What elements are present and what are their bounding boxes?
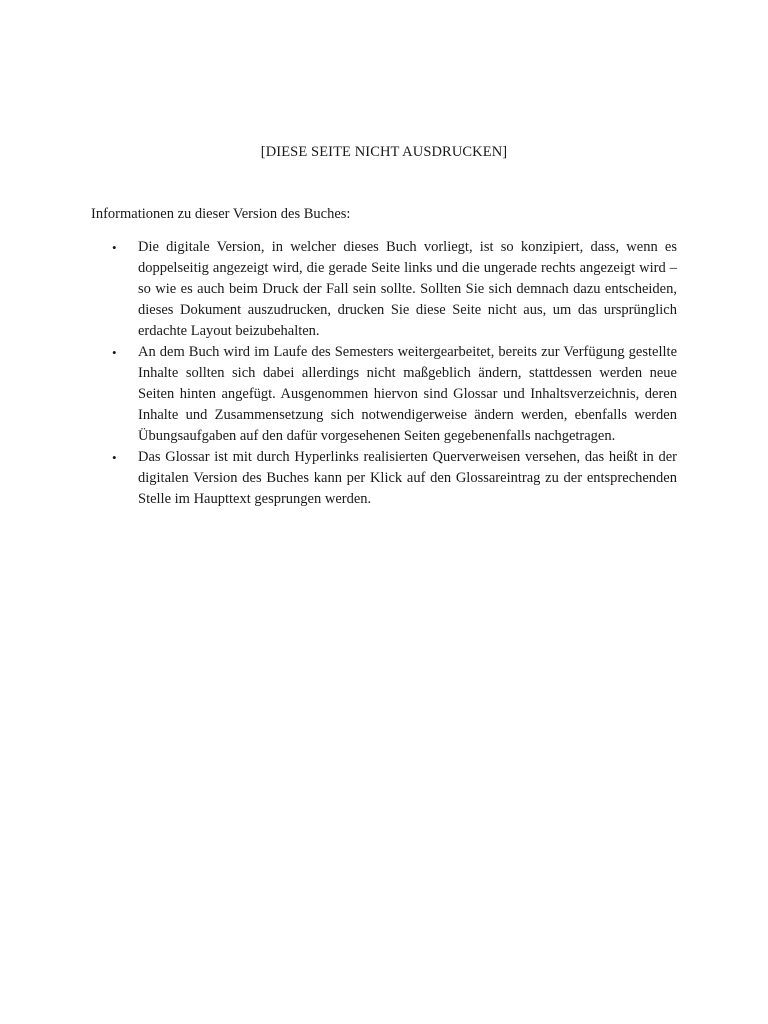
list-item-text: Die digitale Version, in welcher dieses Buch vorliegt, ist so konzipiert, dass, wenn es doppelseitig angezeigt wird, die gerade Seite links und die ungerade rechts angezeigt wird – so wie es auch beim Druck der Fall sein sollte. Sollten Sie sich demnach dazu entscheiden, dieses Dokument auszudrucken, drucken Sie diese Seite nicht aus, um das ursprünglich erdachte Layout beizubehalten. xyxy=(138,239,677,339)
bullet-icon: • xyxy=(112,345,117,360)
list-item-text: An dem Buch wird im Laufe des Semesters weitergearbeitet, bereits zur Verfügung gestellte Inhalte sollten sich dabei allerdings nicht maßgeblich ändern, stattdessen werden neue Seiten hinten angefügt. Ausgenommen hiervon sind Glossar und Inhaltsverzeichnis, deren Inhalte und Zusammensetzung sich notwendigerweise ändern werden, ebenfalls werden Übungsaufgaben auf den dafür vorgesehenen Seiten gegebenenfalls nachgetragen. xyxy=(138,344,677,444)
page-title: [DIESE SEITE NICHT AUSDRUCKEN] xyxy=(260,144,508,160)
info-bullet-list xyxy=(91,237,677,510)
intro-text: Informationen zu dieser Version des Buches: xyxy=(91,206,351,222)
list-item xyxy=(91,237,677,342)
list-item xyxy=(91,342,677,447)
list-item-text: Das Glossar ist mit durch Hyperlinks realisierten Querverweisen versehen, das heißt in der digitalen Version des Buches kann per Klick auf den Glossareintrag zu der entsprechenden Stelle im Haupttext gesprungen werden. xyxy=(138,449,677,507)
bullet-icon: • xyxy=(112,450,117,465)
list-item xyxy=(91,447,677,510)
bullet-icon: • xyxy=(112,240,117,255)
